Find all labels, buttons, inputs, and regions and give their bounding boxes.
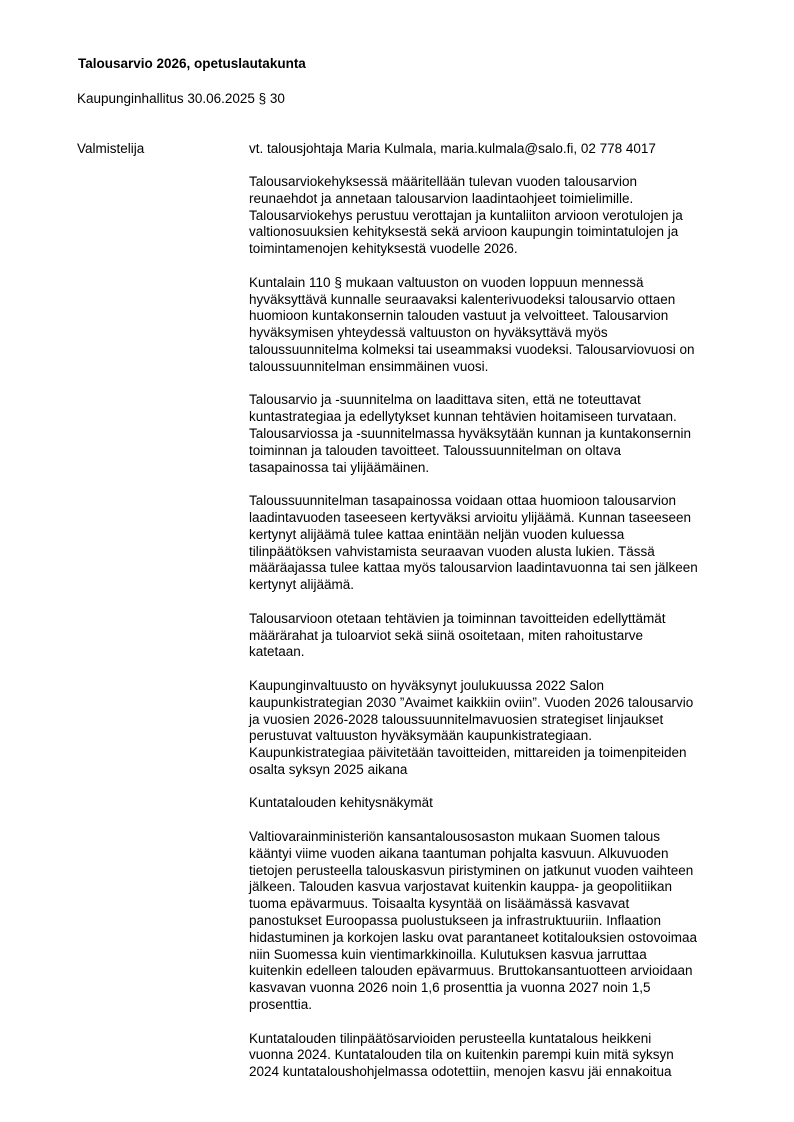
meeting-reference: Kaupunginhallitus 30.06.2025 § 30: [77, 91, 285, 106]
paragraph-line: osalta syksyn 2025 aikana: [249, 761, 408, 777]
paragraph-line: Talousarvio ja -suunnitelma on laadittava siten, että ne toteuttavat: [249, 392, 641, 408]
body-paragraph: [249, 611, 749, 661]
document-title: Talousarvio 2026, opetuslautakunta: [78, 56, 306, 71]
body-paragraph: [249, 392, 749, 476]
paragraph-line: taloussuunnitelma kolmeksi tai useammaksi vuodeksi. Talousarviovuosi on: [249, 341, 695, 357]
paragraph-line: jälkeen. Talouden kasvua varjostavat kuitenkin kauppa- ja geopolitiikan: [249, 879, 673, 895]
preparer-contact: vt. talousjohtaja Maria Kulmala, maria.kulmala@salo.fi, 02 778 4017: [249, 141, 656, 156]
paragraph-line: Talousarviossa ja -suunnitelmassa hyväksytään kunnan ja kuntakonsernin: [249, 425, 691, 441]
paragraph-line: kääntyi viime vuoden aikana taantuman pohjalta kasvuun. Alkuvuoden: [249, 845, 669, 861]
paragraph-line: Kuntalain 110 § mukaan valtuuston on vuoden loppuun mennessä: [249, 274, 644, 290]
paragraph-line: hidastuminen ja korkojen lasku ovat parantaneet kotitalouksien ostovoimaa: [249, 929, 698, 945]
paragraph-line: laadintavuoden taseeseen kertyväksi arvioitu ylijäämä. Kunnan taseeseen: [249, 509, 692, 525]
paragraph-line: määräajassa tulee kattaa myös talousarvion laadintavuonna tai sen jälkeen: [249, 560, 698, 576]
paragraph-line: Kaupunginvaltuusto on hyväksynyt joulukuussa 2022 Salon: [249, 677, 604, 693]
paragraph-line: kuntastrategiaa ja edellytykset kunnan tehtävien hoitamiseen turvataan.: [249, 409, 677, 425]
paragraph-line: toimintamenojen kehityksestä vuodelle 2026.: [249, 241, 518, 257]
paragraph-line: kasvavan vuonna 2026 noin 1,6 prosenttia ja vuonna 2027 noin 1,5: [249, 980, 651, 996]
body-paragraph: [249, 174, 749, 258]
paragraph-line: ja vuosien 2026-2028 taloussuunnitelmavuosien strategiset linjaukset: [249, 711, 664, 727]
paragraph-line: perustuvat valtuuston hyväksymään kaupunkistrategiaan.: [249, 728, 592, 744]
paragraph-line: hyväksyttävä kunnalle seuraavaksi kalenterivuodeksi talousarvio ottaen: [249, 291, 676, 307]
paragraph-line: Talousarviokehyksessä määritellään tulevan vuoden talousarvion: [249, 174, 637, 189]
paragraph-line: Taloussuunnitelman tasapainossa voidaan ottaa huomioon talousarvion: [249, 493, 677, 509]
paragraph-line: 2024 kuntataloushohjelmassa odotettiin, menojen kasvu jäi ennakoitua: [249, 1064, 672, 1080]
paragraph-line: Kuntatalouden kehitysnäkymät: [249, 795, 433, 811]
paragraph-line: huomioon kuntakonsernin talouden vastuut ja velvoitteet. Talousarvion: [249, 308, 669, 324]
preparer-label: Valmistelija: [77, 141, 145, 156]
body-paragraph: [249, 678, 749, 779]
body-paragraph: [249, 493, 749, 594]
paragraph-line: tietojen perusteella talouskasvun piristyminen on jatkunut vuoden vaihteen: [249, 862, 694, 878]
paragraph-line: Valtiovarainministeriön kansantalousosaston mukaan Suomen talous: [249, 829, 660, 845]
paragraph-line: Kuntatalouden tilinpäätösarvioiden perusteella kuntatalous heikkeni: [249, 1030, 652, 1046]
paragraph-line: kertynyt alijäämä.: [249, 577, 355, 593]
paragraph-line: prosenttia.: [249, 997, 313, 1013]
body-paragraph: [249, 275, 749, 376]
paragraph-line: kaupunkistrategian 2030 ”Avaimet kaikkiin oviin”. Vuoden 2026 talousarvio: [249, 694, 694, 710]
paragraph-line: niin Suomessa kuin vientimarkkinoilla. Kulutuksen kasvua jarruttaa: [249, 946, 647, 962]
body-paragraph: [249, 829, 749, 1014]
paragraph-line: valtionosuuksien kehityksestä sekä arvioon kaupungin toimintatulojen ja: [249, 224, 679, 240]
paragraph-line: kuitenkin edelleen talouden epävarmuus. Bruttokansantuotteen arvioidaan: [249, 963, 693, 979]
paragraph-line: katetaan.: [249, 644, 305, 660]
paragraph-line: määrärahat ja tuloarviot sekä siinä osoitetaan, miten rahoitustarve: [249, 627, 643, 643]
paragraph-line: tilinpäätöksen vahvistamista seuraavan vuoden alusta lukien. Tässä: [249, 543, 655, 559]
paragraph-line: reunaehdot ja annetaan talousarvion laadintaohjeet toimielimille.: [249, 190, 634, 206]
paragraph-line: tasapainossa tai ylijäämäinen.: [249, 459, 430, 475]
paragraph-line: tuoma epävarmuus. Toisaalta kysyntää on lisäämässä kasvavat: [249, 896, 630, 912]
paragraph-line: kertynyt alijäämä tulee kattaa enintään neljän vuoden kuluessa: [249, 526, 625, 542]
body-paragraph: [249, 1031, 749, 1081]
section-heading: [249, 795, 749, 812]
paragraph-line: panostukset Euroopassa puolustukseen ja infrastruktuuriin. Inflaation: [249, 913, 662, 929]
paragraph-line: Talousarvioon otetaan tehtävien ja toiminnan tavoitteiden edellyttämät: [249, 610, 666, 626]
paragraph-line: Talousarviokehys perustuu verottajan ja kuntaliiton arvioon verotulojen ja: [249, 207, 683, 223]
document-body: [249, 174, 749, 1098]
paragraph-line: taloussuunnitelman ensimmäinen vuosi.: [249, 358, 489, 374]
paragraph-line: hyväksymisen yhteydessä valtuuston on hyväksyttävä myös: [249, 325, 608, 341]
paragraph-line: toiminnan ja talouden tavoitteet. Taloussuunnitelman on oltava: [249, 442, 622, 458]
paragraph-line: Kaupunkistrategiaa päivitetään tavoitteiden, mittareiden ja toimenpiteiden: [249, 745, 687, 761]
paragraph-line: vuonna 2024. Kuntatalouden tila on kuitenkin parempi kuin mitä syksyn: [249, 1047, 674, 1063]
